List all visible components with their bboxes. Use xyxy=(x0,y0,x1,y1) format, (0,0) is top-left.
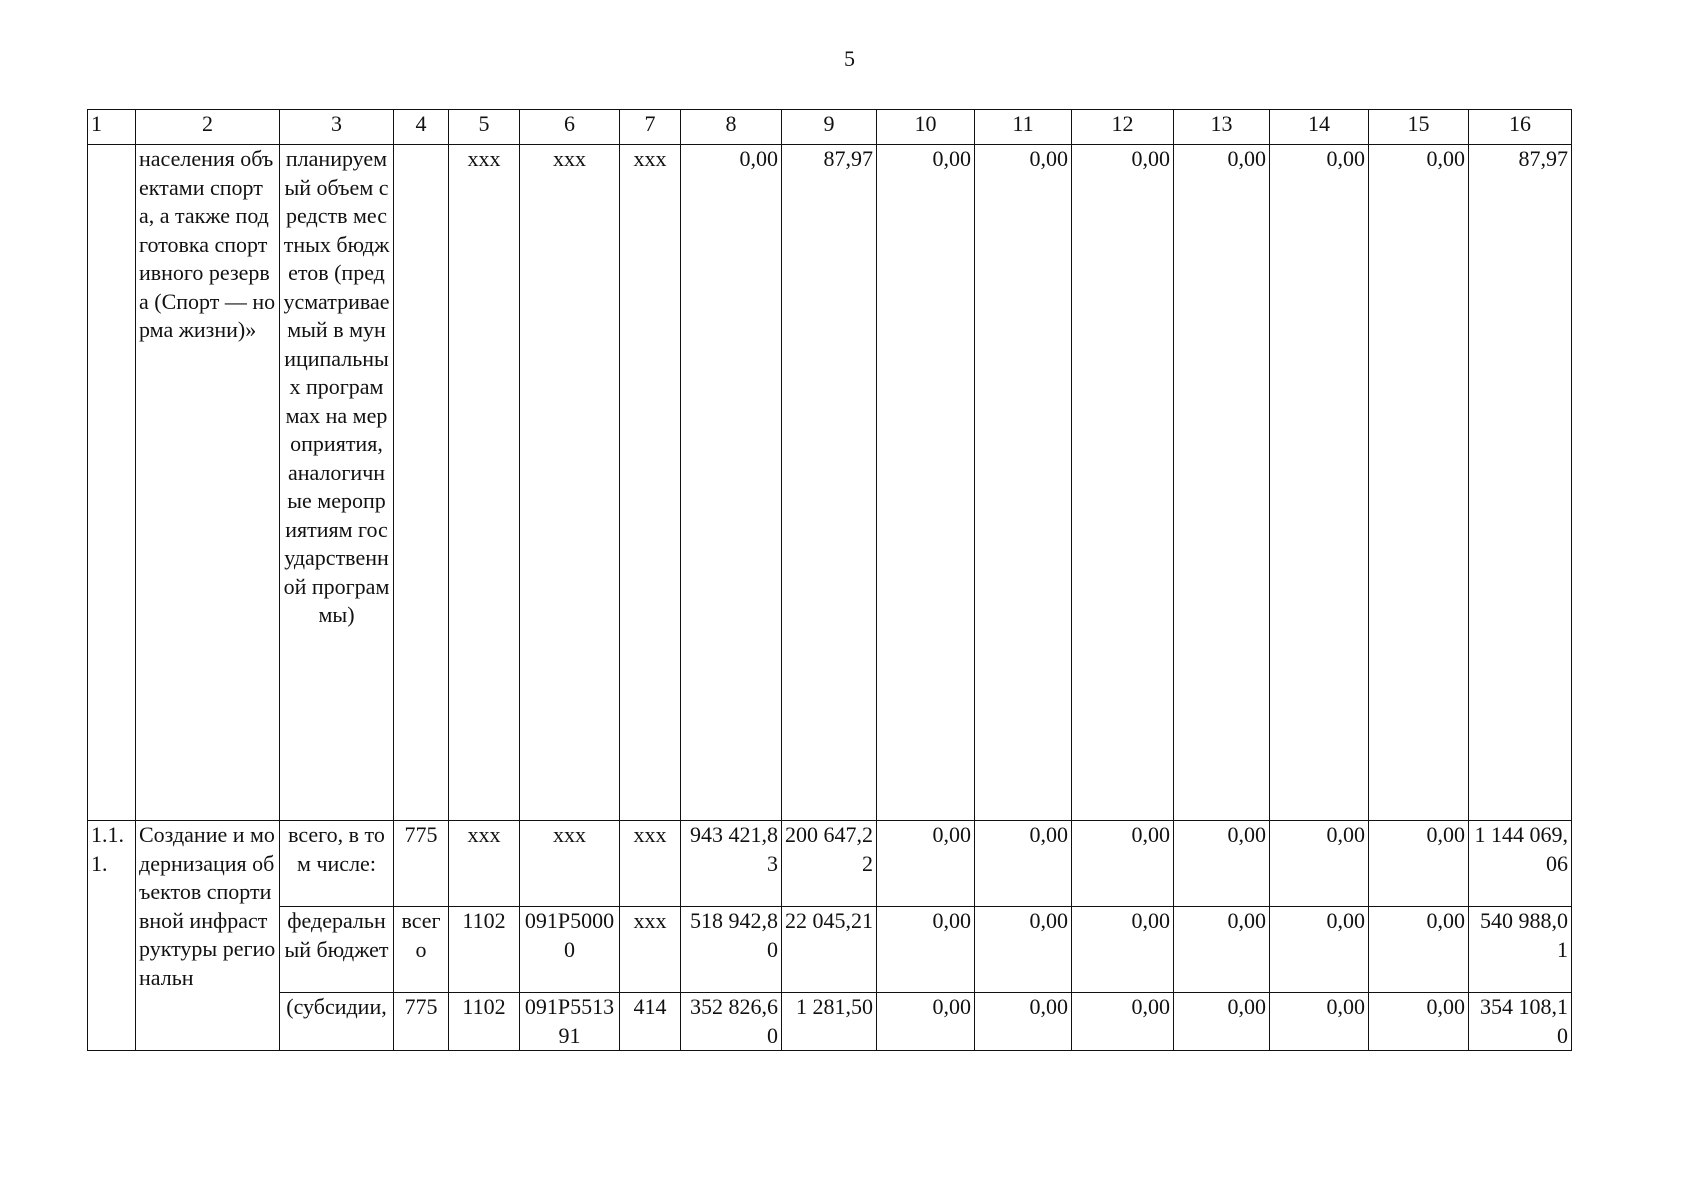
header-cell: 13 xyxy=(1174,110,1270,145)
amount-cell: 0,00 xyxy=(1270,907,1369,993)
header-cell: 15 xyxy=(1369,110,1469,145)
amount-cell: 0,00 xyxy=(1072,993,1174,1051)
rzpr-cell: 1102 xyxy=(449,993,520,1051)
grbs-cell xyxy=(394,145,449,821)
total-cell: 540 988,01 xyxy=(1469,907,1572,993)
amount-cell: 0,00 xyxy=(1369,993,1469,1051)
amount-cell: 0,00 xyxy=(877,821,975,907)
amount-cell: 0,00 xyxy=(1369,145,1469,821)
amount-cell: 0,00 xyxy=(975,907,1072,993)
header-cell: 11 xyxy=(975,110,1072,145)
amount-cell: 0,00 xyxy=(1369,907,1469,993)
header-cell: 6 xyxy=(520,110,620,145)
amount-cell: 352 826,60 xyxy=(681,993,782,1051)
funding-source-cell: (субсидии, xyxy=(280,993,394,1051)
amount-cell: 0,00 xyxy=(1270,821,1369,907)
vr-cell: 414 xyxy=(620,993,681,1051)
amount-cell: 0,00 xyxy=(1072,145,1174,821)
event-name-cell: Создание и модернизация объектов спортивной инфраструктуры региональн xyxy=(136,821,280,1051)
amount-cell: 0,00 xyxy=(1174,907,1270,993)
amount-cell: 0,00 xyxy=(1174,993,1270,1051)
vr-cell: ххх xyxy=(620,145,681,821)
table-row xyxy=(88,907,1572,993)
amount-cell: 0,00 xyxy=(877,907,975,993)
header-cell: 12 xyxy=(1072,110,1174,145)
csr-cell: 091Р551391 xyxy=(520,993,620,1051)
header-cell: 5 xyxy=(449,110,520,145)
rzpr-cell: ххх xyxy=(449,821,520,907)
total-cell: 354 108,10 xyxy=(1469,993,1572,1051)
csr-cell: ххх xyxy=(520,821,620,907)
header-cell: 7 xyxy=(620,110,681,145)
budget-table xyxy=(87,109,1572,1051)
header-cell: 14 xyxy=(1270,110,1369,145)
event-name-cell: населения объектами спорта, а также подготовка спортивного резерва (Спорт — норма жизни)» xyxy=(136,145,280,821)
amount-cell: 0,00 xyxy=(1369,821,1469,907)
row-number-cell xyxy=(88,145,136,821)
header-cell: 3 xyxy=(280,110,394,145)
header-cell: 16 xyxy=(1469,110,1572,145)
funding-source-cell: федеральный бюджет xyxy=(280,907,394,993)
vr-cell: ххх xyxy=(620,907,681,993)
amount-cell: 0,00 xyxy=(1174,145,1270,821)
rzpr-cell: ххх xyxy=(449,145,520,821)
amount-cell: 0,00 xyxy=(975,821,1072,907)
header-row xyxy=(88,110,1572,145)
total-cell: 87,97 xyxy=(1469,145,1572,821)
header-cell: 2 xyxy=(136,110,280,145)
amount-cell: 87,97 xyxy=(782,145,877,821)
amount-cell: 0,00 xyxy=(975,993,1072,1051)
grbs-cell: всего xyxy=(394,907,449,993)
row-number-cell: 1.1.1. xyxy=(88,821,136,1051)
rzpr-cell: 1102 xyxy=(449,907,520,993)
amount-cell: 22 045,21 xyxy=(782,907,877,993)
csr-cell: 091Р50000 xyxy=(520,907,620,993)
amount-cell: 0,00 xyxy=(681,145,782,821)
header-cell: 8 xyxy=(681,110,782,145)
amount-cell: 0,00 xyxy=(877,993,975,1051)
amount-cell: 943 421,83 xyxy=(681,821,782,907)
vr-cell: ххх xyxy=(620,821,681,907)
grbs-cell: 775 xyxy=(394,821,449,907)
header-cell: 1 xyxy=(88,110,136,145)
amount-cell: 200 647,22 xyxy=(782,821,877,907)
table-row xyxy=(88,145,1572,821)
page-number: 5 xyxy=(844,46,855,71)
table-row xyxy=(88,993,1572,1051)
amount-cell: 1 281,50 xyxy=(782,993,877,1051)
funding-source-cell: планируемый объем средств местных бюджетов (предусматриваемый в муниципальных программах на мероприятия, аналогичные мероприятиям государственной программы) xyxy=(280,145,394,821)
table-row xyxy=(88,821,1572,907)
amount-cell: 518 942,80 xyxy=(681,907,782,993)
funding-source-cell: всего, в том числе: xyxy=(280,821,394,907)
header-cell: 10 xyxy=(877,110,975,145)
amount-cell: 0,00 xyxy=(877,145,975,821)
header-cell: 9 xyxy=(782,110,877,145)
amount-cell: 0,00 xyxy=(1270,993,1369,1051)
csr-cell: ххх xyxy=(520,145,620,821)
header-cell: 4 xyxy=(394,110,449,145)
grbs-cell: 775 xyxy=(394,993,449,1051)
amount-cell: 0,00 xyxy=(1072,821,1174,907)
amount-cell: 0,00 xyxy=(1270,145,1369,821)
amount-cell: 0,00 xyxy=(975,145,1072,821)
amount-cell: 0,00 xyxy=(1072,907,1174,993)
amount-cell: 0,00 xyxy=(1174,821,1270,907)
total-cell: 1 144 069,06 xyxy=(1469,821,1572,907)
